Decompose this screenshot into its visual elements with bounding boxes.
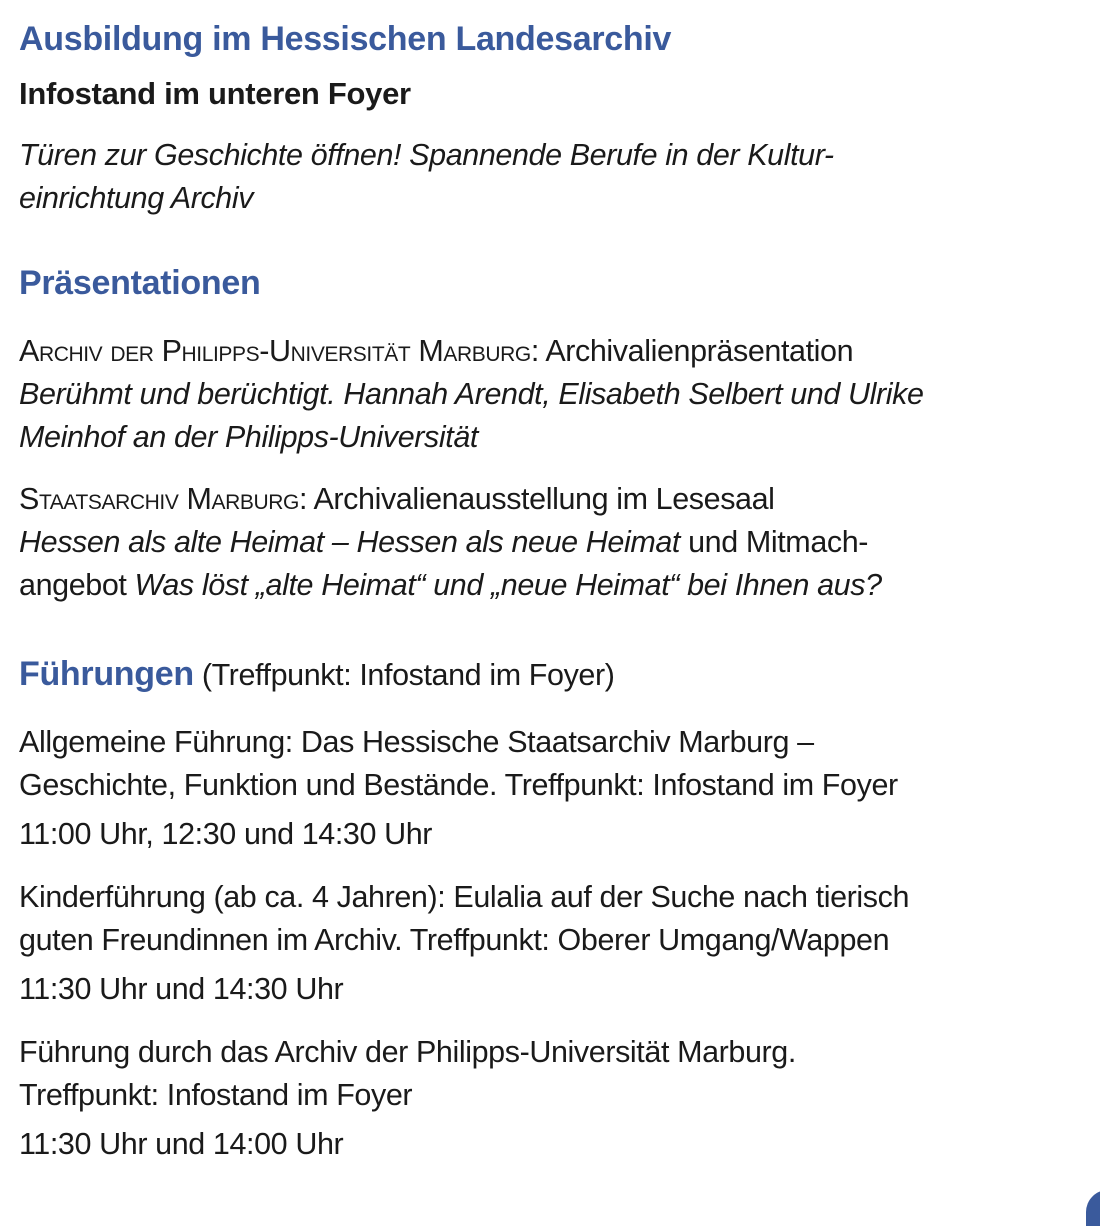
praesentation-item bbox=[19, 478, 1094, 607]
tour-times: 11:30 Uhr und 14:00 Uhr bbox=[19, 1127, 344, 1161]
praesentation-header bbox=[19, 330, 1094, 373]
tagline-line-2: einrichtung Archiv bbox=[19, 181, 254, 215]
praesentation-title-line-2: Meinhof an der Philipps-Universität bbox=[19, 420, 478, 454]
tour-description-line-2: Geschichte, Funktion und Bestände. Treffpunkt: Infostand im Foyer bbox=[19, 768, 898, 802]
offer-title: Was löst „alte Heimat“ und „neue Heimat“ bei Ihnen aus? bbox=[134, 568, 882, 602]
tagline-line-1: Türen zur Geschichte öffnen! Spannende Berufe in der Kultur- bbox=[19, 138, 834, 172]
praesentationen-section bbox=[19, 258, 1094, 607]
praesentation-type: Archivalienausstellung im Lesesaal bbox=[313, 482, 775, 516]
separator: : bbox=[530, 334, 546, 368]
tour-item bbox=[19, 876, 1094, 1011]
separator: : bbox=[298, 482, 314, 516]
ausbildung-section bbox=[19, 14, 1094, 220]
praesentation-title-line-1: Berühmt und berüchtigt. Hannah Arendt, Elisabeth Selbert und Ulrike bbox=[19, 377, 924, 411]
praesentationen-heading: Präsentationen bbox=[19, 264, 261, 302]
praesentation-title-line bbox=[19, 521, 1094, 564]
tour-description-line-2: guten Freundinnen im Archiv. Treffpunkt: Oberer Umgang/Wappen bbox=[19, 923, 890, 957]
praesentation-header bbox=[19, 478, 1094, 521]
institution-name: Staatsarchiv Marburg bbox=[19, 482, 299, 516]
praesentation-type: Archivalienpräsentation bbox=[545, 334, 854, 368]
tour-times: 11:00 Uhr, 12:30 und 14:30 Uhr bbox=[19, 817, 433, 851]
praesentation-item bbox=[19, 330, 1094, 459]
ausbildung-subheading: Infostand im unteren Foyer bbox=[19, 76, 411, 111]
fuehrungen-section bbox=[19, 649, 1094, 1166]
fuehrungen-meeting-note: (Treffpunkt: Infostand im Foyer) bbox=[201, 658, 615, 692]
praesentation-offer-line bbox=[19, 564, 1094, 607]
program-page bbox=[19, 14, 1094, 1166]
ausbildung-tagline bbox=[19, 134, 1094, 220]
exhibition-title: Hessen als alte Heimat – Hessen als neue Heimat bbox=[19, 525, 681, 559]
fuehrungen-heading: Führungen bbox=[19, 655, 194, 693]
institution-name: Archiv der Philipps-Universität Marburg bbox=[19, 334, 531, 368]
ausbildung-heading: Ausbildung im Hessischen Landesarchiv bbox=[19, 20, 672, 58]
tour-times: 11:30 Uhr und 14:30 Uhr bbox=[19, 972, 344, 1006]
tour-item bbox=[19, 1031, 1094, 1166]
corner-decoration bbox=[1086, 1190, 1100, 1226]
fuehrungen-header bbox=[19, 649, 1094, 699]
tour-item bbox=[19, 721, 1094, 856]
tour-description-line-1: Allgemeine Führung: Das Hessische Staatsarchiv Marburg – bbox=[19, 725, 814, 759]
tour-description-line-1: Führung durch das Archiv der Philipps-Universität Marburg. bbox=[19, 1035, 796, 1069]
tour-description-line-2: Treffpunkt: Infostand im Foyer bbox=[19, 1078, 413, 1112]
exhibition-mid: und Mitmach- bbox=[680, 525, 869, 559]
offer-prefix: angebot bbox=[19, 568, 135, 602]
tour-description-line-1: Kinderführung (ab ca. 4 Jahren): Eulalia auf der Suche nach tierisch bbox=[19, 880, 910, 914]
